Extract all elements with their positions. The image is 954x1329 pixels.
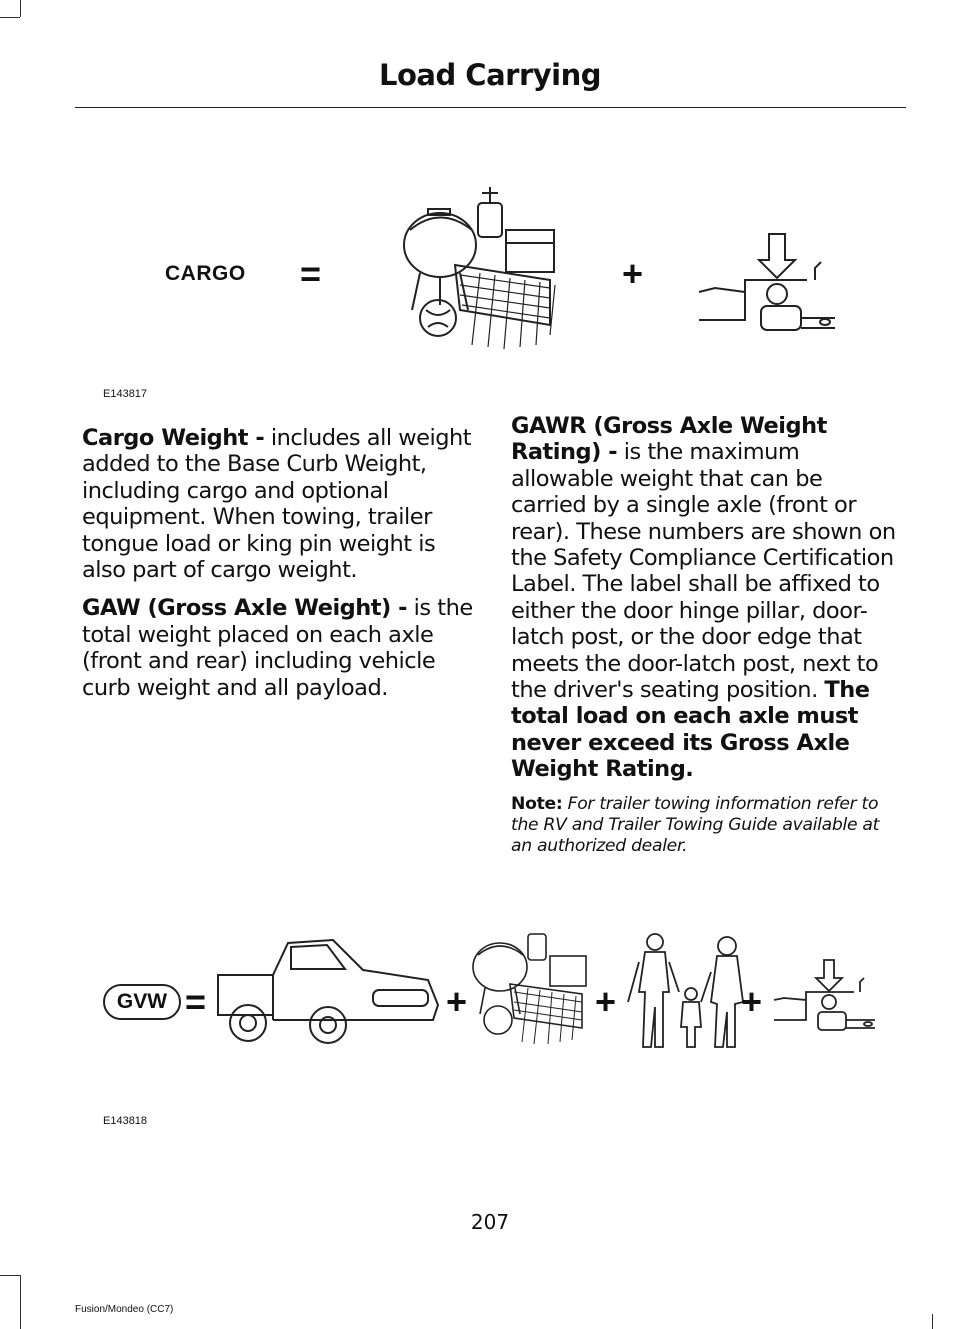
term-cargo-weight: Cargo Weight - <box>82 425 265 451</box>
page-number: 207 <box>470 1210 510 1234</box>
figure-id: E143818 <box>103 1115 148 1127</box>
gawr-paragraph <box>511 413 903 783</box>
gaw-paragraph <box>82 595 474 701</box>
gaw-text: is the total weight placed on each axle (front and rear) including vehicle curb weight and all payload. <box>82 595 473 701</box>
gvw-badge: GVW <box>103 984 181 1020</box>
gawr-text: is the maximum allowable weight that can be carried by a single axle (front or rear). These numbers are shown on the Safety Compliance Certification Label. The label shall be affixed to either the door hinge pillar, door-latch post, or the door edge that meets the door-latch post, next to the driver's seating position. <box>511 439 896 704</box>
page-title: Load Carrying <box>378 58 602 92</box>
plus-sign: + <box>741 981 763 1022</box>
note <box>511 794 903 857</box>
pickup-truck-illustration <box>213 935 443 1045</box>
header-rule <box>75 107 906 108</box>
plus-sign: + <box>622 253 644 294</box>
cargo-weight-text: includes all weight added to the Base Curb Weight, including cargo and optional equipment. When towing, trailer tongue load or king pin weight is also part of cargo weight. <box>82 425 472 584</box>
right-column <box>511 413 903 868</box>
crop-mark <box>0 17 20 18</box>
passengers-illustration <box>623 932 748 1052</box>
cargo-label: CARGO <box>165 262 246 285</box>
crop-mark <box>20 1275 21 1329</box>
crop-mark <box>20 0 21 17</box>
cargo-items-small-illustration <box>470 922 595 1047</box>
crop-mark <box>932 1314 933 1329</box>
king-pin-hitch-illustration <box>697 232 837 332</box>
figure-id: E143817 <box>103 388 148 400</box>
king-pin-hitch-small-illustration <box>772 958 877 1038</box>
note-text: For trailer towing information refer to the RV and Trailer Towing Guide available at an authorized dealer. <box>511 793 880 856</box>
note-label: Note: <box>511 793 563 814</box>
footer-model: Fusion/Mondeo (CC7) <box>75 1304 174 1315</box>
plus-sign: + <box>446 981 468 1022</box>
left-column <box>82 425 474 712</box>
cargo-items-illustration <box>400 185 570 355</box>
gawr-emphasis: The total load on each axle must never exceed its Gross Axle Weight Rating. <box>511 677 870 783</box>
plus-sign: + <box>595 981 617 1022</box>
term-gawr: GAWR (Gross Axle Weight Rating) - <box>511 413 827 466</box>
equals-sign: = <box>300 253 322 294</box>
cargo-weight-paragraph <box>82 425 474 583</box>
term-gaw: GAW (Gross Axle Weight) - <box>82 595 407 622</box>
crop-mark <box>0 1275 20 1276</box>
equals-sign: = <box>185 981 207 1022</box>
